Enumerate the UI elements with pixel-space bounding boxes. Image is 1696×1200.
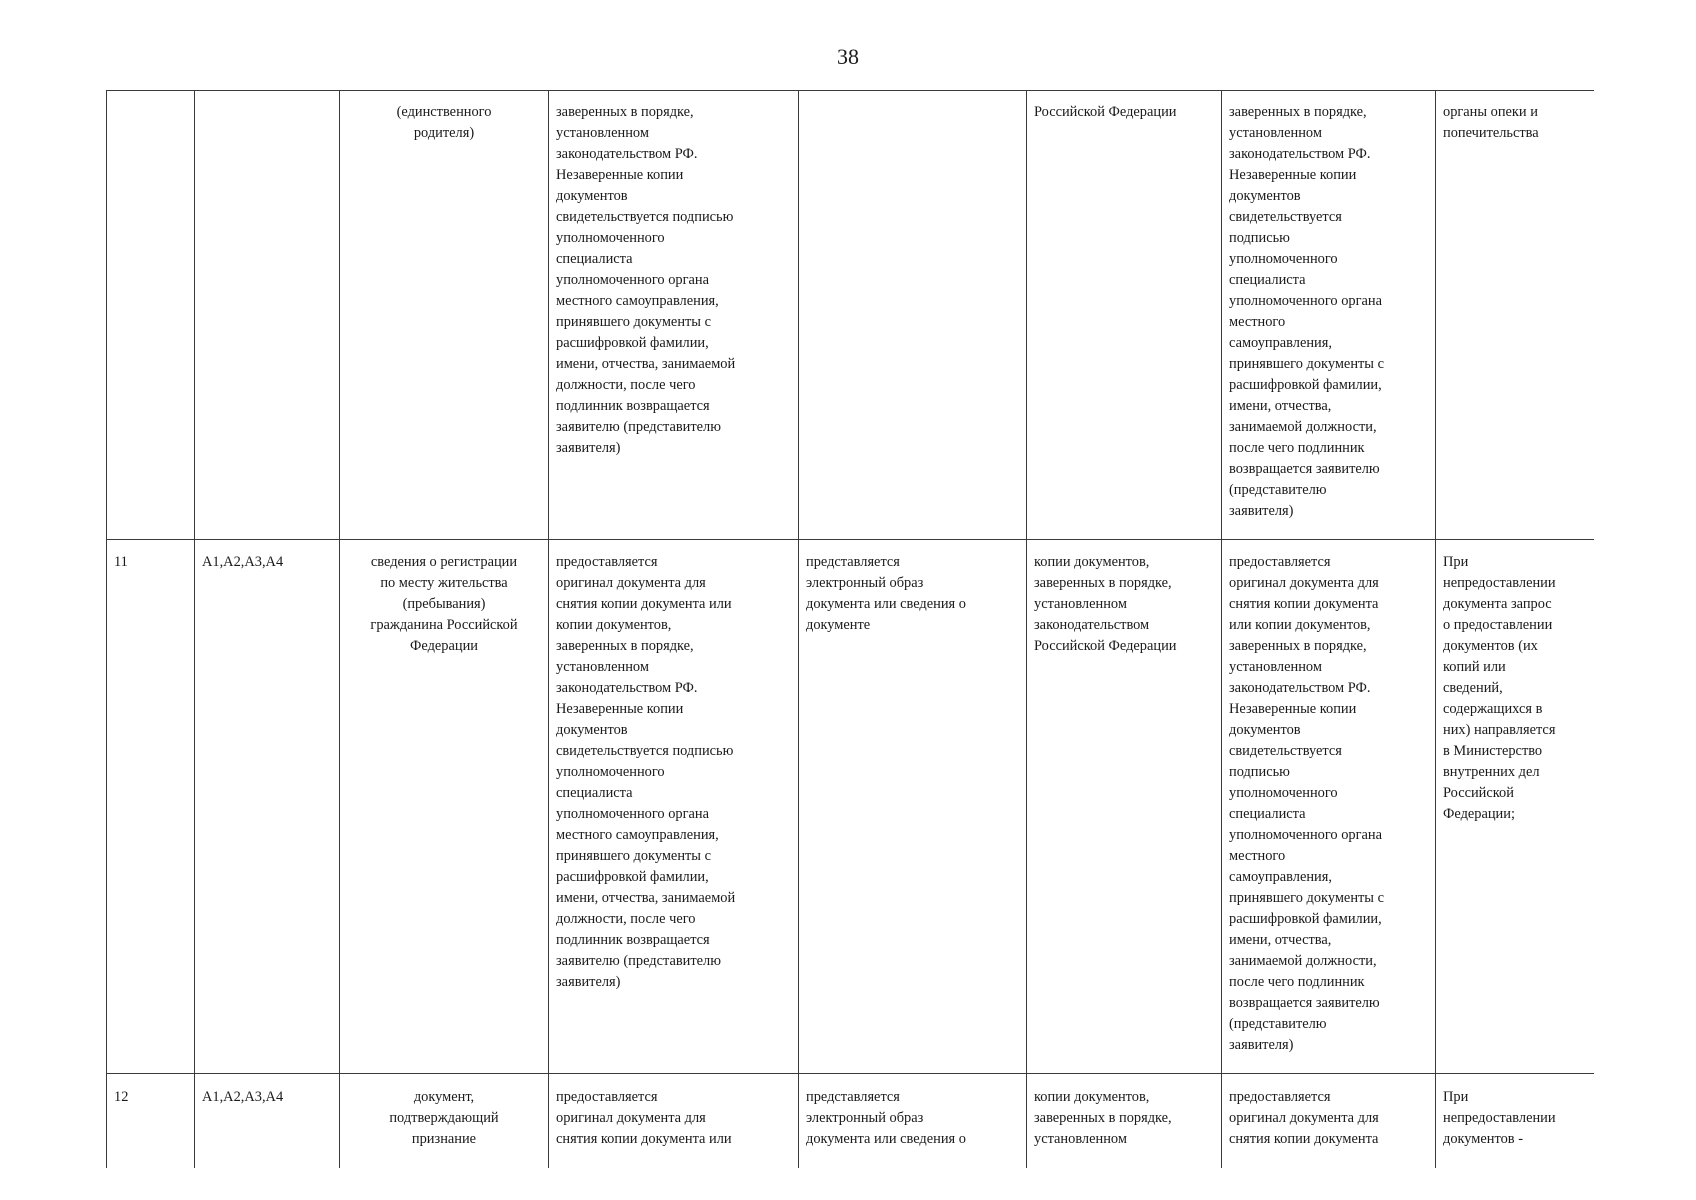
document-name-cell: документ, подтверждающий признание (340, 1074, 549, 1169)
row-number-cell: 11 (107, 540, 195, 1074)
submission-procedure-cell: предоставляется оригинал документа для снятия копии документа (1222, 1074, 1436, 1169)
requirements-cell: копии документов, заверенных в порядке, установленном (1027, 1074, 1222, 1169)
row-number-cell: 12 (107, 1074, 195, 1169)
electronic-submission-cell: представляется электронный образ документа или сведения о документе (799, 540, 1027, 1074)
row-number-cell (107, 91, 195, 540)
page-number: 38 (837, 44, 859, 69)
document-table (106, 90, 1594, 1168)
document-name-cell: сведения о регистрации по месту жительства (пребывания) гражданина Российской Федерации (340, 540, 549, 1074)
table-row (107, 1074, 1594, 1169)
paper-submission-cell: предоставляется оригинал документа для снятия копии документа или (549, 1074, 799, 1169)
document-name-cell: (единственного родителя) (340, 91, 549, 540)
applicant-category-cell: А1,А2,А3,А4 (195, 540, 340, 1074)
paper-submission-cell: предоставляется оригинал документа для снятия копии документа или копии документов, заверенных в порядке, установленном законодательством РФ. Незаверенные копии документов свидетельствуется подписью уполномоченного специалиста уполномоченного органа местного самоуправления, принявшего документы с расшифровкой фамилии, имени, отчества, занимаемой должности, после чего подлинник возвращается заявителю (представителю заявителя) (549, 540, 799, 1074)
electronic-submission-cell (799, 91, 1027, 540)
table-row (107, 91, 1594, 540)
interagency-request-cell: При непредоставлении документов - (1436, 1074, 1594, 1169)
applicant-category-cell (195, 91, 340, 540)
requirements-cell: копии документов, заверенных в порядке, установленном законодательством Российской Федерации (1027, 540, 1222, 1074)
requirements-cell: Российской Федерации (1027, 91, 1222, 540)
table-row (107, 540, 1594, 1074)
interagency-request-cell: При непредоставлении документа запрос о предоставлении документов (их копий или сведений, содержащихся в них) направляется в Министерство внутренних дел Российской Федерации; (1436, 540, 1594, 1074)
applicant-category-cell: А1,А2,А3,А4 (195, 1074, 340, 1169)
interagency-request-cell: органы опеки и попечительства (1436, 91, 1594, 540)
submission-procedure-cell: предоставляется оригинал документа для снятия копии документа или копии документов, заверенных в порядке, установленном законодательством РФ. Незаверенные копии документов свидетельствуется подписью уполномоченного специалиста уполномоченного органа местного самоуправления, принявшего документы с расшифровкой фамилии, имени, отчества, занимаемой должности, после чего подлинник возвращается заявителю (представителю заявителя) (1222, 540, 1436, 1074)
submission-procedure-cell: заверенных в порядке, установленном законодательством РФ. Незаверенные копии документов свидетельствуется подписью уполномоченного специалиста уполномоченного органа местного самоуправления, принявшего документы с расшифровкой фамилии, имени, отчества, занимаемой должности, после чего подлинник возвращается заявителю (представителю заявителя) (1222, 91, 1436, 540)
electronic-submission-cell: представляется электронный образ документа или сведения о (799, 1074, 1027, 1169)
paper-submission-cell: заверенных в порядке, установленном законодательством РФ. Незаверенные копии документов свидетельствуется подписью уполномоченного специалиста уполномоченного органа местного самоуправления, принявшего документы с расшифровкой фамилии, имени, отчества, занимаемой должности, после чего подлинник возвращается заявителю (представителю заявителя) (549, 91, 799, 540)
